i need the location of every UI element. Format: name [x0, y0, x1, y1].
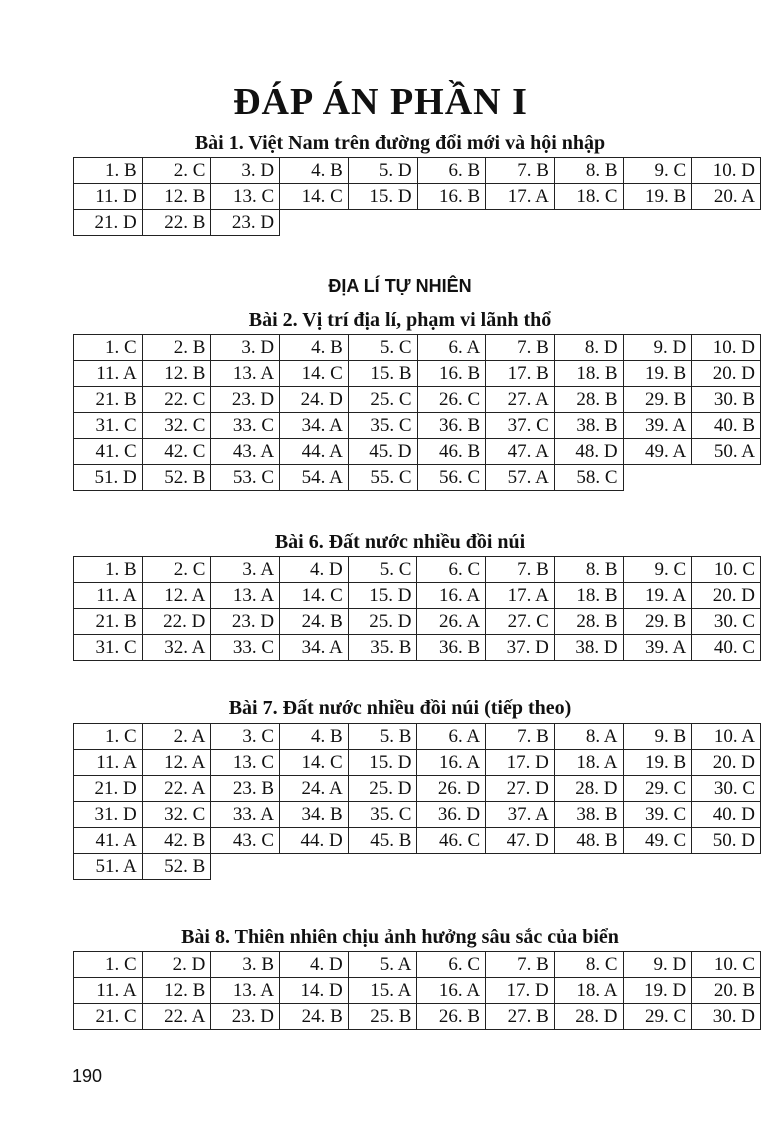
answer-cell: 14. C	[280, 750, 349, 776]
answer-cell: 48. D	[554, 439, 623, 465]
answer-cell: 12. B	[142, 361, 211, 387]
answer-cell: 19. B	[623, 361, 692, 387]
answer-cell: 3. A	[211, 557, 280, 583]
answer-cell: 21. D	[74, 210, 143, 236]
empty-cell	[211, 854, 280, 880]
table-row	[74, 635, 761, 661]
answer-table	[73, 951, 761, 1030]
answer-cell: 1. C	[74, 335, 143, 361]
empty-cell	[692, 210, 761, 236]
answer-cell: 18. A	[554, 978, 623, 1004]
answer-cell: 2. C	[142, 158, 211, 184]
answer-cell: 32. A	[142, 635, 211, 661]
empty-cell	[348, 854, 417, 880]
empty-cell	[486, 854, 555, 880]
answer-cell: 43. A	[211, 439, 280, 465]
answer-cell: 17. D	[486, 978, 555, 1004]
answer-cell: 6. B	[417, 158, 486, 184]
answer-cell: 13. A	[211, 978, 280, 1004]
answer-cell: 22. A	[142, 776, 211, 802]
table-row	[74, 335, 761, 361]
answer-cell: 1. B	[74, 557, 143, 583]
table-row	[74, 854, 761, 880]
answer-cell: 50. D	[692, 828, 761, 854]
page-number: 190	[72, 1066, 103, 1086]
answer-cell: 7. B	[486, 158, 555, 184]
table-row	[74, 828, 761, 854]
answer-cell: 8. B	[554, 158, 623, 184]
answer-cell: 23. D	[211, 210, 280, 236]
answer-cell: 22. C	[142, 387, 211, 413]
answer-cell: 17. D	[486, 750, 555, 776]
answer-cell: 25. D	[348, 776, 417, 802]
answer-cell: 17. A	[486, 583, 555, 609]
answer-cell: 15. B	[348, 361, 417, 387]
answer-cell: 3. C	[211, 724, 280, 750]
answer-cell: 31. D	[74, 802, 143, 828]
answer-cell: 3. D	[211, 158, 280, 184]
answer-cell: 21. C	[74, 1004, 143, 1030]
answer-cell: 55. C	[348, 465, 417, 491]
answer-cell: 15. A	[348, 978, 417, 1004]
answer-cell: 26. D	[417, 776, 486, 802]
answer-cell: 48. B	[554, 828, 623, 854]
table-row	[74, 802, 761, 828]
answer-cell: 46. C	[417, 828, 486, 854]
table-row	[74, 557, 761, 583]
answer-cell: 38. B	[554, 802, 623, 828]
answer-cell: 28. D	[554, 776, 623, 802]
answer-cell: 30. C	[692, 609, 761, 635]
answer-cell: 11. A	[74, 750, 143, 776]
answer-cell: 16. A	[417, 978, 486, 1004]
answer-cell: 12. A	[142, 750, 211, 776]
answer-cell: 45. D	[348, 439, 417, 465]
answer-cell: 25. C	[348, 387, 417, 413]
empty-cell	[280, 210, 349, 236]
lesson-title: Bài 7. Đất nước nhiều đồi núi (tiếp theo)	[228, 697, 572, 719]
answer-cell: 33. A	[211, 802, 280, 828]
empty-cell	[486, 210, 555, 236]
answer-cell: 34. B	[280, 802, 349, 828]
table-row	[74, 184, 761, 210]
answer-cell: 19. D	[623, 978, 692, 1004]
answer-cell: 4. B	[280, 158, 349, 184]
answer-cell: 37. D	[486, 635, 555, 661]
answer-cell: 30. C	[692, 776, 761, 802]
answer-cell: 11. A	[74, 361, 143, 387]
answer-cell: 9. C	[623, 158, 692, 184]
answer-cell: 24. D	[280, 387, 349, 413]
answer-cell: 28. B	[554, 609, 623, 635]
answer-cell: 11. A	[74, 583, 143, 609]
answer-cell: 28. D	[554, 1004, 623, 1030]
answer-cell: 6. C	[417, 952, 486, 978]
answer-cell: 20. D	[692, 583, 761, 609]
answer-cell: 7. B	[486, 335, 555, 361]
empty-cell	[280, 854, 349, 880]
answer-cell: 21. D	[74, 776, 143, 802]
table-row	[74, 413, 761, 439]
answer-cell: 32. C	[142, 413, 211, 439]
answer-cell: 1. B	[74, 158, 143, 184]
answer-cell: 40. B	[692, 413, 761, 439]
answer-cell: 31. C	[74, 413, 143, 439]
answer-cell: 33. C	[211, 413, 280, 439]
answer-cell: 10. D	[692, 158, 761, 184]
answer-cell: 21. B	[74, 387, 143, 413]
answer-cell: 22. A	[142, 1004, 211, 1030]
answer-cell: 24. A	[280, 776, 349, 802]
answer-cell: 27. C	[486, 609, 555, 635]
answer-cell: 1. C	[74, 724, 143, 750]
answer-cell: 30. D	[692, 1004, 761, 1030]
empty-cell	[554, 854, 623, 880]
answer-cell: 58. C	[554, 465, 623, 491]
answer-cell: 2. B	[142, 335, 211, 361]
answer-cell: 15. D	[348, 184, 417, 210]
answer-cell: 35. C	[348, 413, 417, 439]
answer-cell: 23. D	[211, 387, 280, 413]
answer-cell: 30. B	[692, 387, 761, 413]
answer-cell: 6. A	[417, 335, 486, 361]
empty-cell	[417, 854, 486, 880]
answer-cell: 10. C	[692, 952, 761, 978]
answer-cell: 4. B	[280, 724, 349, 750]
lesson-title: Bài 1. Việt Nam trên đường đổi mới và hội nhập	[194, 132, 606, 154]
lesson-title: Bài 8. Thiên nhiên chịu ảnh hưởng sâu sắc của biển	[181, 926, 619, 948]
answer-cell: 12. A	[142, 583, 211, 609]
answer-cell: 10. C	[692, 557, 761, 583]
table-row	[74, 609, 761, 635]
answer-cell: 29. B	[623, 387, 692, 413]
answer-cell: 31. C	[74, 635, 143, 661]
answer-cell: 16. B	[417, 361, 486, 387]
answer-cell: 4. D	[280, 952, 349, 978]
lesson-title: Bài 6. Đất nước nhiều đồi núi	[274, 531, 526, 553]
page-title: ĐÁP ÁN PHẦN I	[233, 81, 528, 123]
answer-cell: 18. C	[554, 184, 623, 210]
answer-cell: 11. A	[74, 978, 143, 1004]
answer-cell: 4. D	[280, 557, 349, 583]
answer-cell: 5. A	[348, 952, 417, 978]
answer-cell: 16. B	[417, 184, 486, 210]
answer-cell: 17. A	[486, 184, 555, 210]
answer-cell: 7. B	[486, 557, 555, 583]
answer-cell: 42. C	[142, 439, 211, 465]
table-row	[74, 583, 761, 609]
empty-cell	[348, 210, 417, 236]
answer-cell: 10. D	[692, 335, 761, 361]
answer-cell: 26. C	[417, 387, 486, 413]
answer-cell: 37. A	[486, 802, 555, 828]
answer-cell: 8. B	[554, 557, 623, 583]
answer-cell: 43. C	[211, 828, 280, 854]
answer-cell: 26. A	[417, 609, 486, 635]
answer-cell: 2. A	[142, 724, 211, 750]
answer-cell: 52. B	[142, 854, 211, 880]
answer-cell: 44. D	[280, 828, 349, 854]
answer-cell: 24. B	[280, 609, 349, 635]
answer-cell: 40. C	[692, 635, 761, 661]
answer-cell: 4. B	[280, 335, 349, 361]
answer-cell: 12. B	[142, 184, 211, 210]
answer-cell: 20. D	[692, 750, 761, 776]
answer-cell: 13. C	[211, 184, 280, 210]
answer-cell: 23. D	[211, 1004, 280, 1030]
answer-cell: 37. C	[486, 413, 555, 439]
table-row	[74, 724, 761, 750]
answer-cell: 9. D	[623, 335, 692, 361]
answer-cell: 28. B	[554, 387, 623, 413]
answer-cell: 25. B	[348, 1004, 417, 1030]
answer-cell: 49. A	[623, 439, 692, 465]
section-title: ĐỊA LÍ TỰ NHIÊN	[328, 276, 472, 296]
answer-cell: 6. C	[417, 557, 486, 583]
answer-table	[73, 157, 761, 236]
answer-cell: 3. B	[211, 952, 280, 978]
table-row	[74, 361, 761, 387]
answer-cell: 51. D	[74, 465, 143, 491]
empty-cell	[554, 210, 623, 236]
answer-cell: 25. D	[348, 609, 417, 635]
answer-cell: 16. A	[417, 583, 486, 609]
answer-cell: 27. D	[486, 776, 555, 802]
answer-cell: 22. B	[142, 210, 211, 236]
lesson-title: Bài 2. Vị trí địa lí, phạm vi lãnh thổ	[248, 309, 552, 331]
answer-cell: 33. C	[211, 635, 280, 661]
empty-cell	[623, 210, 692, 236]
answer-cell: 51. A	[74, 854, 143, 880]
table-row	[74, 776, 761, 802]
answer-cell: 20. B	[692, 978, 761, 1004]
answer-cell: 29. B	[623, 609, 692, 635]
answer-cell: 36. D	[417, 802, 486, 828]
answer-cell: 23. B	[211, 776, 280, 802]
answer-cell: 15. D	[348, 583, 417, 609]
answer-cell: 11. D	[74, 184, 143, 210]
answer-cell: 38. B	[554, 413, 623, 439]
answer-cell: 45. B	[348, 828, 417, 854]
table-row	[74, 210, 761, 236]
answer-cell: 8. C	[554, 952, 623, 978]
answer-cell: 27. B	[486, 1004, 555, 1030]
answer-cell: 6. A	[417, 724, 486, 750]
answer-cell: 47. A	[486, 439, 555, 465]
answer-cell: 42. B	[142, 828, 211, 854]
answer-cell: 20. A	[692, 184, 761, 210]
empty-cell	[623, 854, 692, 880]
answer-cell: 2. D	[142, 952, 211, 978]
answer-cell: 57. A	[486, 465, 555, 491]
answer-cell: 24. B	[280, 1004, 349, 1030]
table-row	[74, 439, 761, 465]
answer-cell: 41. A	[74, 828, 143, 854]
answer-cell: 5. D	[348, 158, 417, 184]
answer-cell: 32. C	[142, 802, 211, 828]
table-row	[74, 978, 761, 1004]
answer-cell: 14. C	[280, 583, 349, 609]
answer-cell: 46. B	[417, 439, 486, 465]
answer-cell: 19. B	[623, 184, 692, 210]
answer-cell: 35. C	[348, 802, 417, 828]
answer-cell: 53. C	[211, 465, 280, 491]
answer-cell: 13. A	[211, 361, 280, 387]
answer-cell: 22. D	[142, 609, 211, 635]
answer-cell: 9. C	[623, 557, 692, 583]
answer-cell: 18. A	[554, 750, 623, 776]
answer-cell: 14. D	[280, 978, 349, 1004]
answer-cell: 7. B	[486, 952, 555, 978]
answer-cell: 49. C	[623, 828, 692, 854]
empty-cell	[692, 465, 761, 491]
table-row	[74, 1004, 761, 1030]
answer-cell: 8. D	[554, 335, 623, 361]
answer-cell: 44. A	[280, 439, 349, 465]
empty-cell	[623, 465, 692, 491]
answer-cell: 1. C	[74, 952, 143, 978]
answer-cell: 39. A	[623, 635, 692, 661]
answer-cell: 13. C	[211, 750, 280, 776]
answer-cell: 3. D	[211, 335, 280, 361]
answer-cell: 16. A	[417, 750, 486, 776]
answer-cell: 19. A	[623, 583, 692, 609]
answer-cell: 36. B	[417, 413, 486, 439]
answer-cell: 5. C	[348, 335, 417, 361]
answer-cell: 34. A	[280, 635, 349, 661]
answer-cell: 52. B	[142, 465, 211, 491]
answer-cell: 12. B	[142, 978, 211, 1004]
answer-cell: 26. B	[417, 1004, 486, 1030]
answer-cell: 36. B	[417, 635, 486, 661]
answer-cell: 14. C	[280, 184, 349, 210]
answer-cell: 27. A	[486, 387, 555, 413]
answer-cell: 29. C	[623, 776, 692, 802]
table-row	[74, 158, 761, 184]
answer-cell: 56. C	[417, 465, 486, 491]
answer-cell: 39. A	[623, 413, 692, 439]
answer-table	[73, 723, 761, 880]
answer-cell: 29. C	[623, 1004, 692, 1030]
answer-cell: 8. A	[554, 724, 623, 750]
answer-cell: 47. D	[486, 828, 555, 854]
answer-cell: 20. D	[692, 361, 761, 387]
answer-cell: 13. A	[211, 583, 280, 609]
answer-cell: 21. B	[74, 609, 143, 635]
answer-cell: 15. D	[348, 750, 417, 776]
answer-cell: 10. A	[692, 724, 761, 750]
answer-cell: 34. A	[280, 413, 349, 439]
answer-cell: 23. D	[211, 609, 280, 635]
answer-cell: 17. B	[486, 361, 555, 387]
empty-cell	[692, 854, 761, 880]
answer-cell: 18. B	[554, 361, 623, 387]
answer-cell: 18. B	[554, 583, 623, 609]
answer-cell: 5. C	[348, 557, 417, 583]
answer-cell: 38. D	[554, 635, 623, 661]
answer-table	[73, 334, 761, 491]
answer-cell: 14. C	[280, 361, 349, 387]
table-row	[74, 952, 761, 978]
answer-cell: 9. B	[623, 724, 692, 750]
answer-cell: 9. D	[623, 952, 692, 978]
answer-cell: 5. B	[348, 724, 417, 750]
answer-cell: 39. C	[623, 802, 692, 828]
answer-cell: 2. C	[142, 557, 211, 583]
answer-cell: 54. A	[280, 465, 349, 491]
answer-cell: 41. C	[74, 439, 143, 465]
answer-cell: 50. A	[692, 439, 761, 465]
answer-table	[73, 556, 761, 661]
answer-cell: 7. B	[486, 724, 555, 750]
table-row	[74, 750, 761, 776]
table-row	[74, 387, 761, 413]
answer-cell: 35. B	[348, 635, 417, 661]
empty-cell	[417, 210, 486, 236]
answer-cell: 40. D	[692, 802, 761, 828]
table-row	[74, 465, 761, 491]
answer-cell: 19. B	[623, 750, 692, 776]
